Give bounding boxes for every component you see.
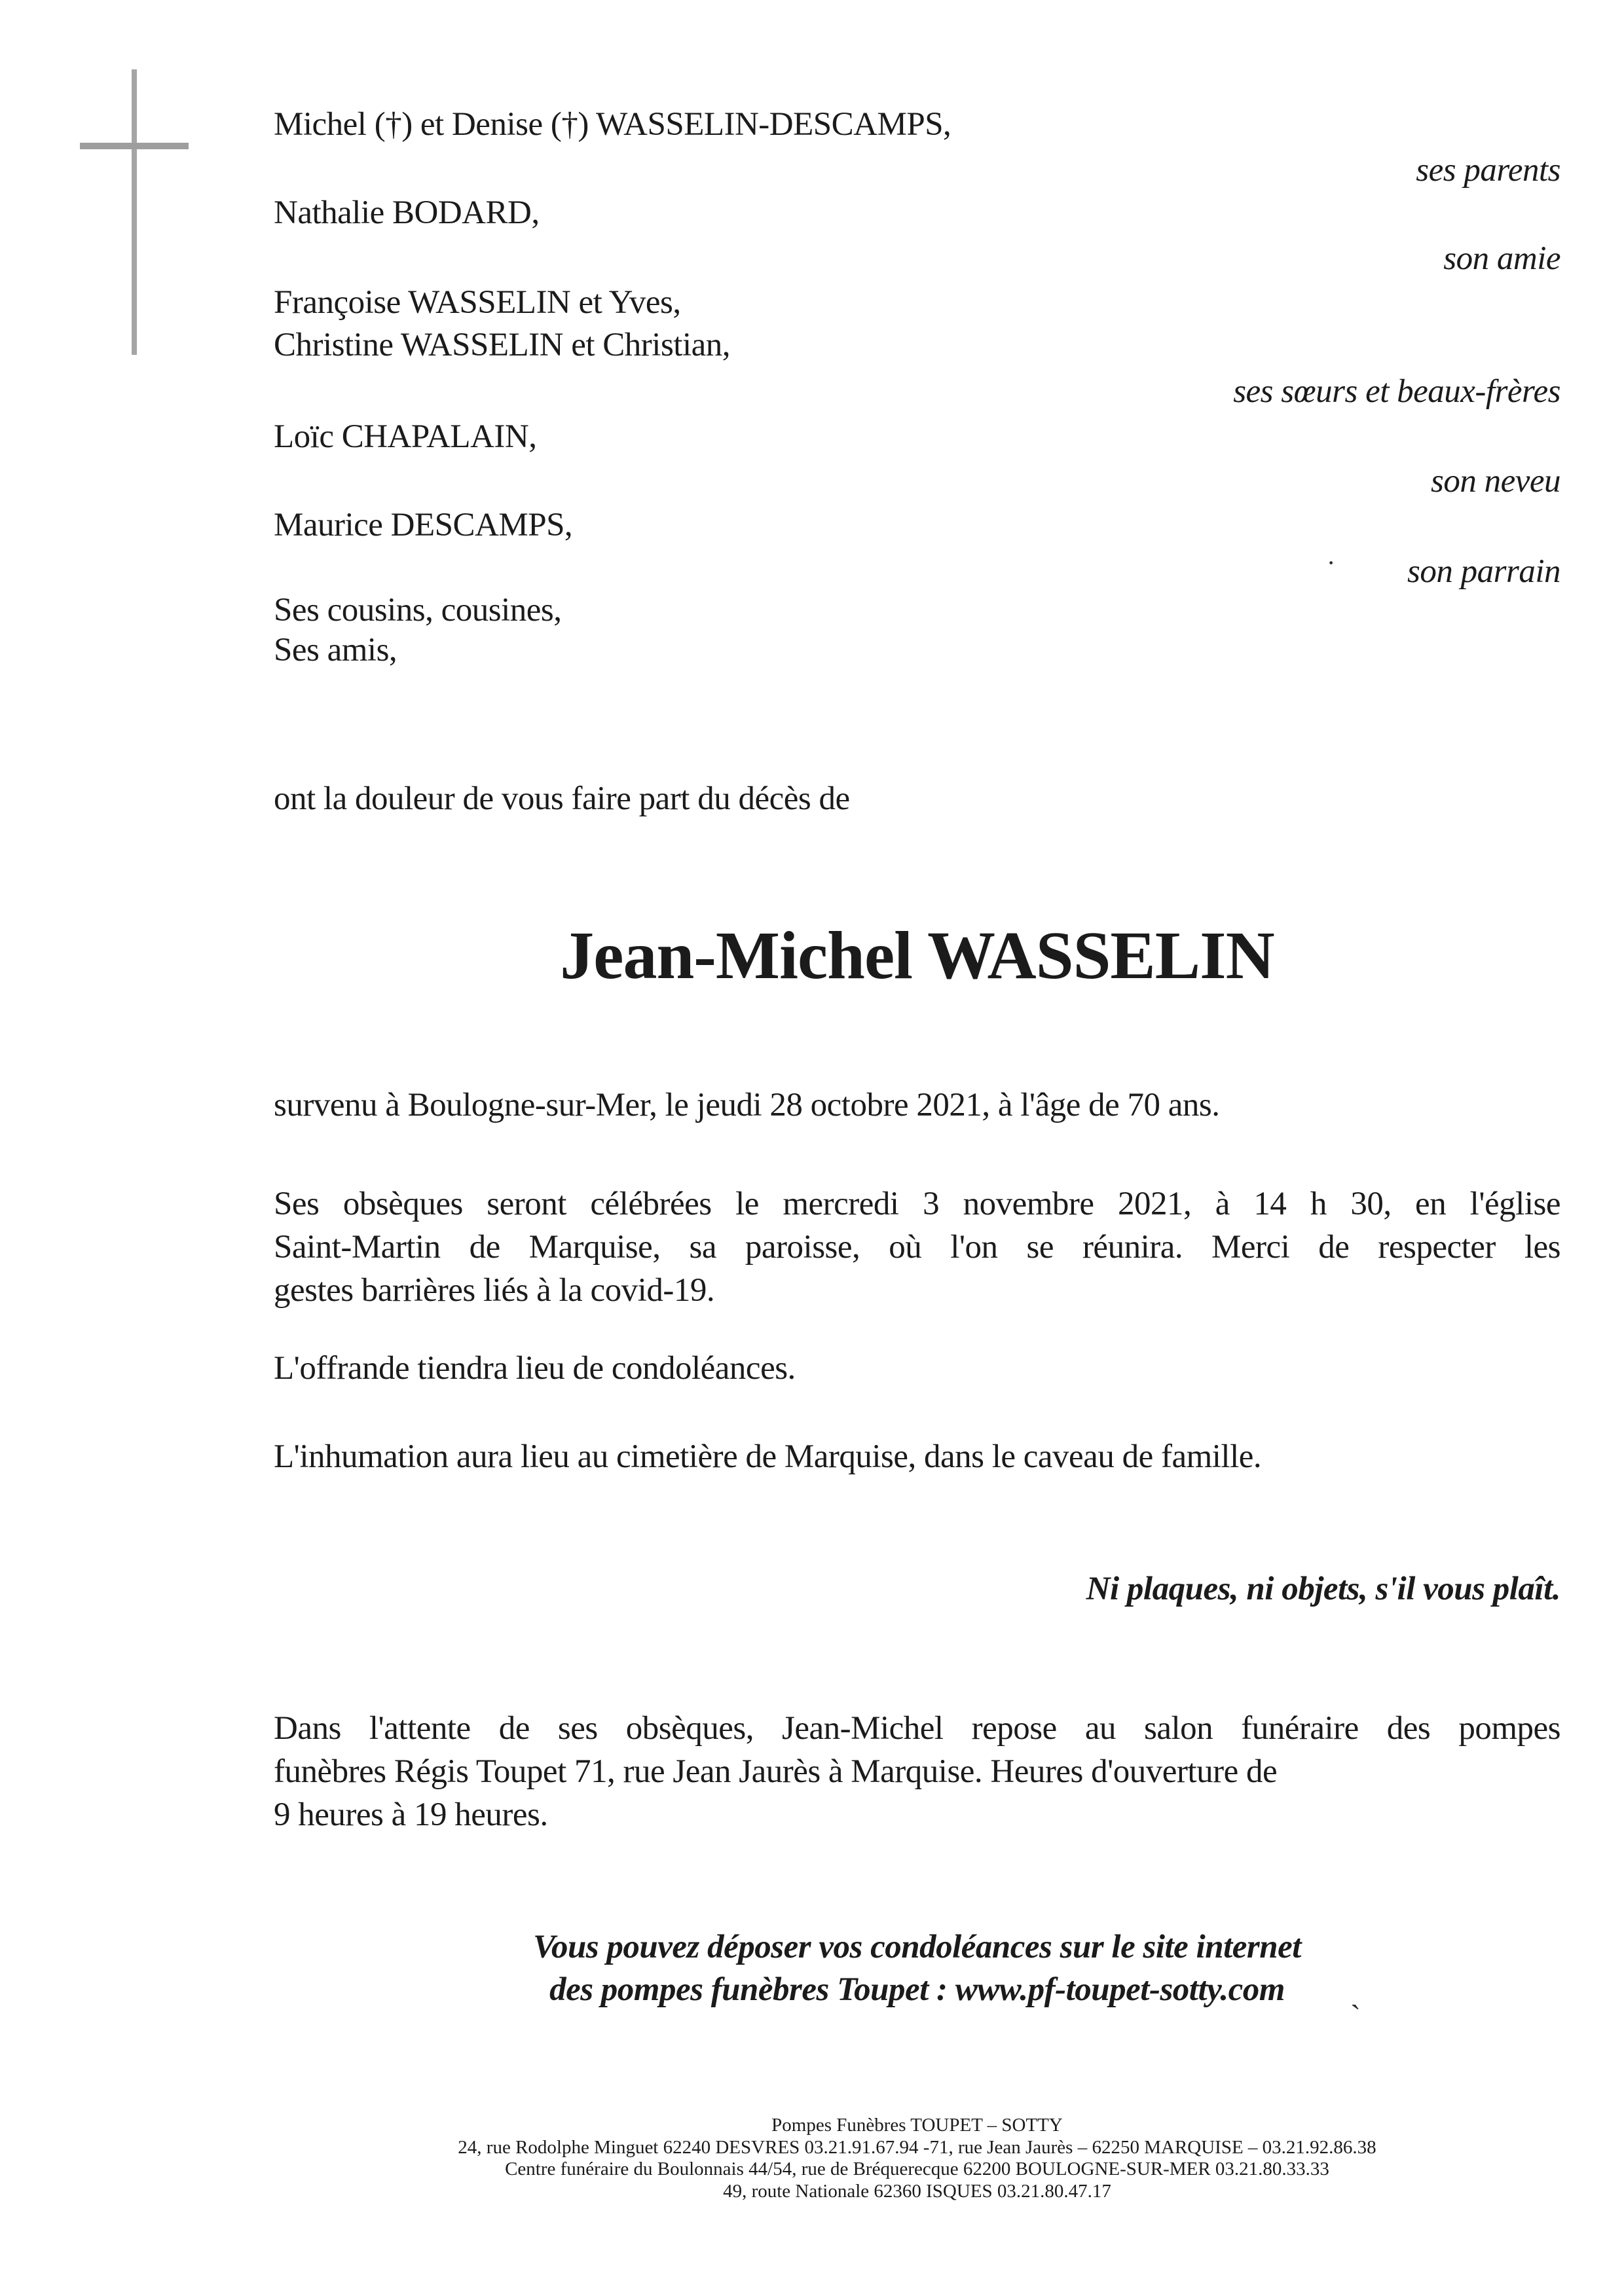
cross-icon-vertical-bar — [132, 69, 137, 355]
footer-address-line-1: 24, rue Rodolphe Minguet 62240 DESVRES 03.21.91.67.94 -71, rue Jean Jaurès – 62250 MARQUISE – 03.21.92.86.38 — [458, 2136, 1376, 2158]
burial-line: L'inhumation aura lieu au cimetière de Marquise, dans le caveau de famille. — [274, 1438, 1262, 1475]
relation-nephew: son neveu — [1430, 463, 1560, 500]
condolences-line-1: Vous pouvez déposer vos condoléances sur le site internet — [533, 1929, 1301, 1965]
family-cousins-line: Ses cousins, cousines, — [274, 592, 562, 629]
offering-line: L'offrande tiendra lieu de condoléances. — [274, 1350, 796, 1387]
relation-parents: ses parents — [1416, 152, 1560, 189]
scan-artifact-accent: ` — [1350, 1999, 1361, 2033]
ceremony-line-2: Saint-Martin de Marquise, sa paroisse, où l'on se réunira. Merci de respecter les — [274, 1229, 1560, 1266]
family-friend-names: Nathalie BODARD, — [274, 194, 540, 231]
relation-godfather: son parrain — [1407, 553, 1560, 590]
relation-sisters: ses sœurs et beaux-frères — [1233, 373, 1560, 410]
request-line: Ni plaques, ni objets, s'il vous plaît. — [1086, 1571, 1560, 1607]
family-sister2-names: Christine WASSELIN et Christian, — [274, 327, 731, 363]
relation-friend: son amie — [1443, 240, 1560, 277]
family-sister1-names: Françoise WASSELIN et Yves, — [274, 284, 681, 321]
funeral-home-footer — [274, 2115, 1560, 2202]
scan-artifact-dot: · — [1327, 548, 1336, 577]
ceremony-line-3: gestes barrières liés à la covid-19. — [274, 1272, 715, 1309]
family-nephew-names: Loïc CHAPALAIN, — [274, 418, 537, 455]
repose-paragraph — [274, 1707, 1560, 1836]
deceased-name-title: Jean-Michel WASSELIN — [560, 918, 1274, 993]
repose-line-2: funèbres Régis Toupet 71, rue Jean Jaurès à Marquise. Heures d'ouverture de — [274, 1753, 1278, 1790]
family-parents-names: Michel (†) et Denise (†) WASSELIN-DESCAMPS, — [274, 106, 951, 143]
cross-icon-horizontal-bar — [80, 143, 189, 149]
announcement-intro: ont la douleur de vous faire part du décès de — [274, 780, 850, 817]
repose-line-3: 9 heures à 19 heures. — [274, 1796, 548, 1833]
condolences-notice — [274, 1926, 1560, 2011]
footer-address-line-2: Centre funéraire du Boulonnais 44/54, rue de Bréquerecque 62200 BOULOGNE-SUR-MER 03.21.80.33.33 — [505, 2159, 1329, 2179]
family-godchild-names: Maurice DESCAMPS, — [274, 507, 573, 543]
repose-line-1: Dans l'attente de ses obsèques, Jean-Michel repose au salon funéraire des pompes — [274, 1710, 1560, 1747]
condolences-line-2: des pompes funèbres Toupet : www.pf-toupet-sotty.com — [549, 1971, 1285, 2008]
footer-company-name: Pompes Funèbres TOUPET – SOTTY — [771, 2115, 1063, 2136]
ceremony-paragraph — [274, 1182, 1560, 1312]
family-friends-line: Ses amis, — [274, 632, 397, 668]
death-line: survenu à Boulogne-sur-Mer, le jeudi 28 octobre 2021, à l'âge de 70 ans. — [274, 1087, 1220, 1123]
ceremony-line-1: Ses obsèques seront célébrées le mercredi 3 novembre 2021, à 14 h 30, en l'église — [274, 1186, 1560, 1222]
footer-address-line-3: 49, route Nationale 62360 ISQUES 03.21.80.47.17 — [723, 2180, 1111, 2202]
